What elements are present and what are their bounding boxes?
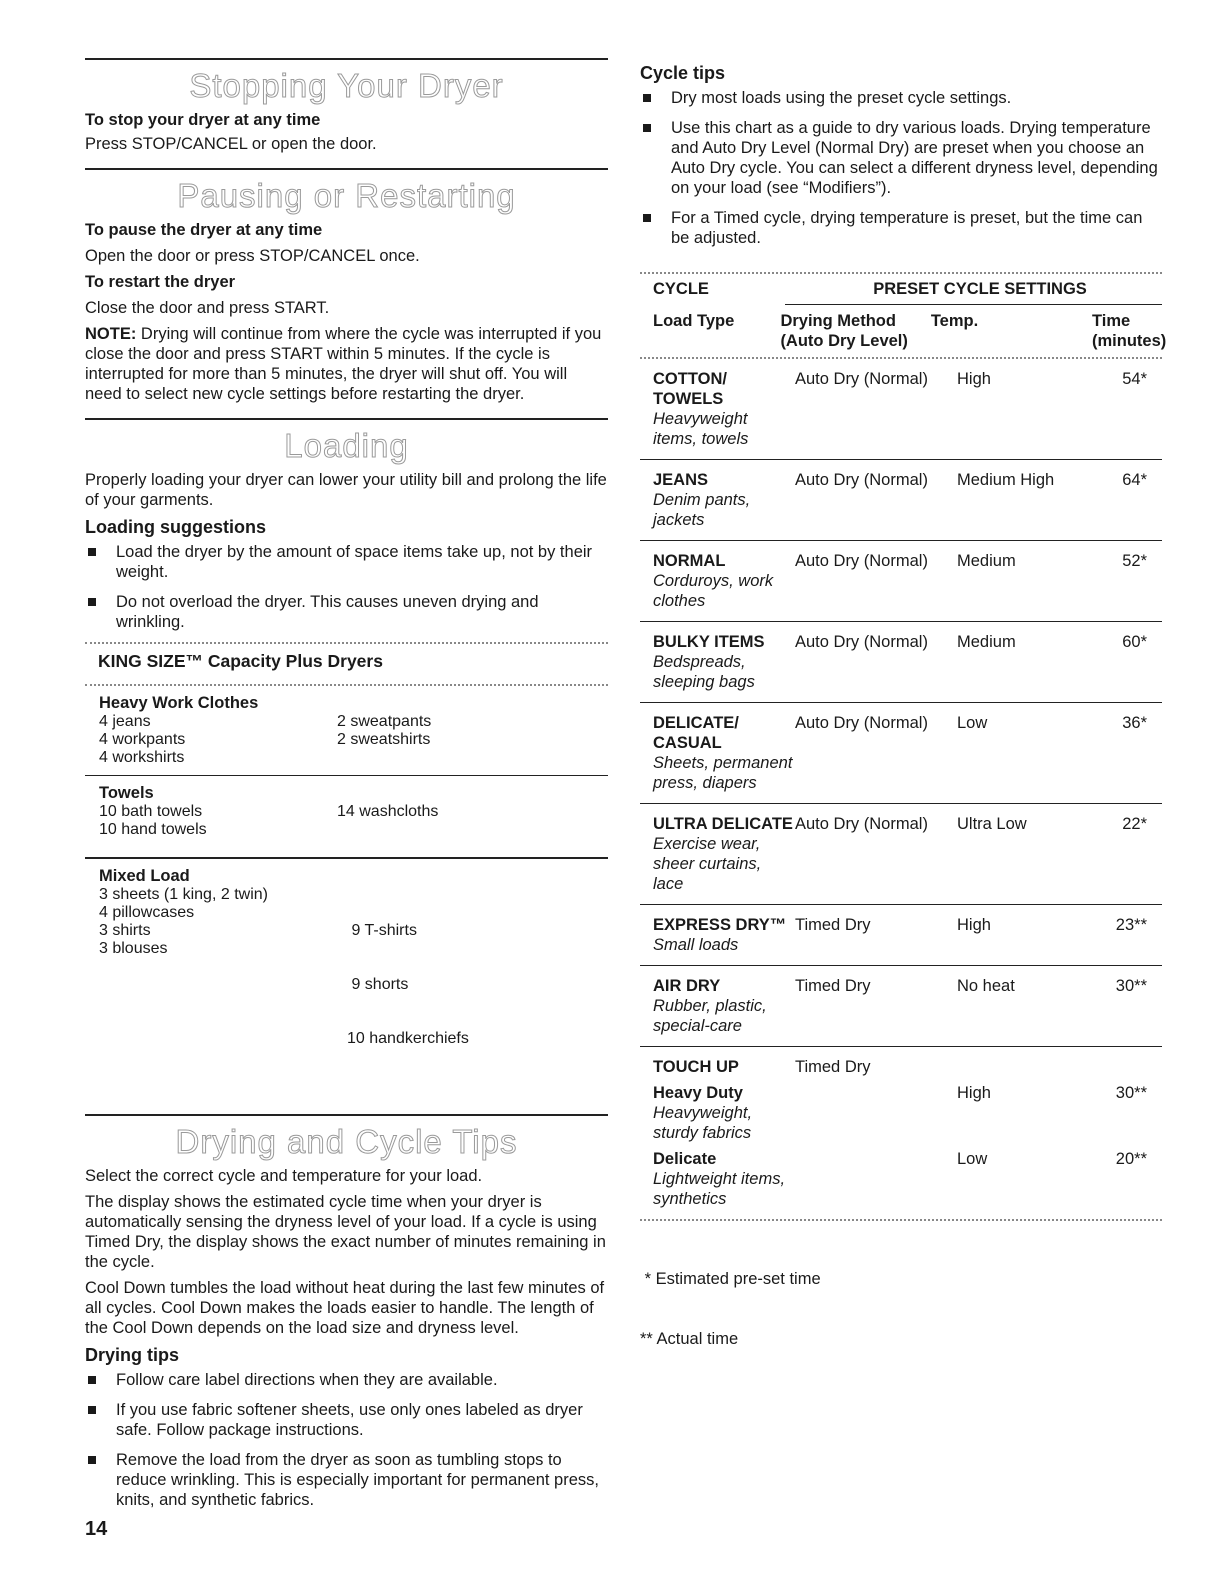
restart-subheading: To restart the dryer [85,273,236,291]
drying-p1: Select the correct cycle and temperature for your load. [85,1167,483,1185]
section-title-loading: Loading [284,427,409,464]
table-row [640,703,1162,803]
cycle-temp: Medium [957,633,1016,651]
cycle-method: Timed Dry [795,916,871,934]
list-item: Load the dryer by the amount of space items take up, not by their weight. [85,542,608,582]
cycle-time: 60* [1122,633,1147,651]
stop-text: Press STOP/CANCEL or open the door. [85,135,377,153]
drying-p2: The display shows the estimated cycle time when your dryer is automatically sensing the dryness level of your load. If a cycle is using Timed Dry, the display shows the exact number of minutes remaining in the cycle. [85,1193,606,1271]
list-item: Remove the load from the dryer as soon as tumbling stops to reduce wrinkling. This is especially important for permanent press, knits, and synthetic fabrics. [85,1450,608,1510]
cycle-name: ULTRA DELICATE [653,815,793,833]
table-row-touch-up [640,1047,1162,1081]
ks-group-heavy-work [85,686,608,775]
cycle-tips [640,88,1162,248]
cycle-method: Auto Dry (Normal) [795,714,928,732]
section-title-pausing: Pausing or Restarting [177,177,516,214]
table-row-touch-up-heavy [640,1081,1162,1147]
ks-item: 10 bath towels [99,803,203,820]
footnote-actual: ** Actual time [640,1330,739,1348]
table-column-headers [640,305,1167,357]
loading-bullets [85,542,608,632]
cycle-desc: Small loads [653,936,739,954]
note-label: NOTE: [85,325,137,343]
table-body [640,359,1162,1047]
col-drying-method: Drying Method (Auto Dry Level) [780,312,908,350]
cycle-time: 22* [1122,815,1147,833]
stop-subheading: To stop your dryer at any time [85,111,321,129]
cycle-time: 30** [1115,1084,1147,1102]
cycle-desc: Bedspreads, sleeping bags [653,653,755,691]
right-column [640,58,1167,1389]
cycle-method: Timed Dry [795,977,871,995]
ks-item: 3 shirts [99,922,151,939]
divider [85,168,608,170]
cycle-name: JEANS [653,471,709,489]
divider [85,418,608,420]
cycle-name: COTTON/ TOWELS [653,370,727,408]
header-cycle: CYCLE [653,279,709,298]
cycle-desc: Exercise wear, sheer curtains, lace [653,835,762,893]
cycle-settings-table [640,272,1167,1389]
cycle-desc: Heavyweight, sturdy fabrics [653,1104,753,1142]
pause-text: Open the door or press STOP/CANCEL once. [85,247,420,265]
cycle-temp: No heat [957,977,1015,995]
col-load-type: Load Type [653,312,735,330]
ks-item: 9 shorts [347,976,409,993]
col-time: Time (minutes) [1091,312,1167,350]
divider [85,642,608,644]
cycle-method: Auto Dry (Normal) [795,370,928,388]
cycle-desc: Lightweight items, synthetics [653,1170,786,1208]
ks-group-towels [85,776,608,847]
cycle-temp: High [957,916,991,934]
cycle-method: Timed Dry [795,1058,871,1076]
section-title-stopping: Stopping Your Dryer [189,67,504,104]
ks-group-mixed-load [85,859,608,1092]
table-row [640,905,1162,965]
cycle-tips-heading: Cycle tips [640,63,726,83]
cycle-name: DELICATE/ CASUAL [653,714,739,752]
section-title-drying: Drying and Cycle Tips [175,1123,518,1160]
ks-item: 10 handkerchiefs [347,1030,469,1047]
ks-item: 4 pillowcases [99,904,195,921]
cycle-method: Auto Dry (Normal) [795,471,928,489]
list-item: Follow care label directions when they are available. [85,1370,608,1390]
table-row [640,966,1162,1046]
loading-suggestions-heading: Loading suggestions [85,517,267,537]
pause-subheading: To pause the dryer at any time [85,221,323,239]
cycle-desc: Corduroys, work clothes [653,572,774,610]
cycle-time: 36* [1122,714,1147,732]
list-item: If you use fabric softener sheets, use only ones labeled as dryer safe. Follow package instructions. [85,1400,608,1440]
cycle-time: 52* [1122,552,1147,570]
header-preset: PRESET CYCLE SETTINGS [873,279,1087,298]
list-item: Dry most loads using the preset cycle settings. [640,88,1162,108]
cycle-method: Auto Dry (Normal) [795,552,928,570]
cycle-temp: Low [957,714,988,732]
ks-item: 2 sweatpants [337,713,432,730]
ks-group-title: Towels [99,784,154,802]
cycle-time: 54* [1122,370,1147,388]
cycle-temp: High [957,1084,991,1102]
cycle-temp: Medium High [957,471,1055,489]
ks-item: 10 hand towels [99,821,207,838]
list-item: Use this chart as a guide to dry various loads. Drying temperature and Auto Dry Level (Normal Dry) are preset when you choose an Auto Dry cycle. You can select a different dryness level, depending on your load (see “Modifiers”). [640,118,1162,198]
col-temp: Temp. [930,312,979,330]
ks-item: 4 workpants [99,731,186,748]
cycle-time: 20** [1115,1150,1147,1168]
king-size-title: KING SIZE™ Capacity Plus Dryers [98,651,383,671]
ks-item: 3 sheets (1 king, 2 twin) [99,886,268,903]
cycle-temp: Low [957,1150,988,1168]
ks-item: 14 washcloths [337,803,439,820]
drying-tips-heading: Drying tips [85,1345,180,1365]
cycle-name: NORMAL [653,552,726,570]
cycle-name: AIR DRY [653,977,721,995]
divider [640,1219,1162,1221]
ks-group-title: Heavy Work Clothes [99,694,259,712]
table-row [640,541,1162,621]
ks-item: 9 T-shirts [347,922,417,939]
table-row [640,622,1162,702]
ks-group-title: Mixed Load [99,867,190,885]
cycle-subname: Delicate [653,1150,717,1168]
table-header-row [640,274,1162,304]
footnotes [640,1229,1162,1389]
drying-tips [85,1370,608,1510]
ks-item: 4 jeans [99,713,151,730]
table-row [640,359,1162,459]
cycle-temp: High [957,370,991,388]
list-item: For a Timed cycle, drying temperature is preset, but the time can be adjusted. [640,208,1162,248]
table-row-touch-up-delicate [640,1147,1162,1219]
cycle-temp: Ultra Low [957,815,1027,833]
table-row [640,804,1162,904]
king-size-box [85,642,608,1092]
footnote-estimated: * Estimated pre-set time [640,1270,821,1288]
cycle-name: TOUCH UP [653,1058,739,1076]
divider [85,58,608,60]
cycle-time: 30** [1115,977,1147,995]
left-column [85,58,608,1520]
ks-item: 3 blouses [99,940,168,957]
divider [85,1114,608,1116]
page-number: 14 [85,1518,108,1540]
cycle-time: 64* [1122,471,1147,489]
loading-intro: Properly loading your dryer can lower your utility bill and prolong the life of your garments. [85,471,607,509]
cycle-name: EXPRESS DRY™ [653,916,787,934]
cycle-desc: Denim pants, jackets [653,491,751,529]
note-text: Drying will continue from where the cycle was interrupted if you close the door and press START within 5 minutes. If the cycle is interrupted for more than 5 minutes, the dryer will shut off. You will need to select new cycle settings before restarting the dryer. [85,325,602,403]
cycle-desc: Sheets, permanent press, diapers [653,754,793,792]
ks-item: 4 workshirts [99,749,185,766]
cycle-method: Auto Dry (Normal) [795,633,928,651]
cycle-desc: Rubber, plastic, special-care [653,997,767,1035]
list-item: Do not overload the dryer. This causes uneven drying and wrinkling. [85,592,608,632]
note-paragraph [85,324,608,404]
restart-text: Close the door and press START. [85,299,330,317]
cycle-subname: Heavy Duty [653,1084,743,1102]
drying-p3: Cool Down tumbles the load without heat during the last few minutes of all cycles. Cool Down makes the loads easier to handle. The length of the Cool Down depends on the load size and dryness level. [85,1279,605,1337]
cycle-name: BULKY ITEMS [653,633,765,651]
cycle-temp: Medium [957,552,1016,570]
cycle-time: 23** [1115,916,1147,934]
cycle-method: Auto Dry (Normal) [795,815,928,833]
ks-item: 2 sweatshirts [337,731,431,748]
cycle-desc: Heavyweight items, towels [653,410,749,448]
table-row [640,460,1162,540]
